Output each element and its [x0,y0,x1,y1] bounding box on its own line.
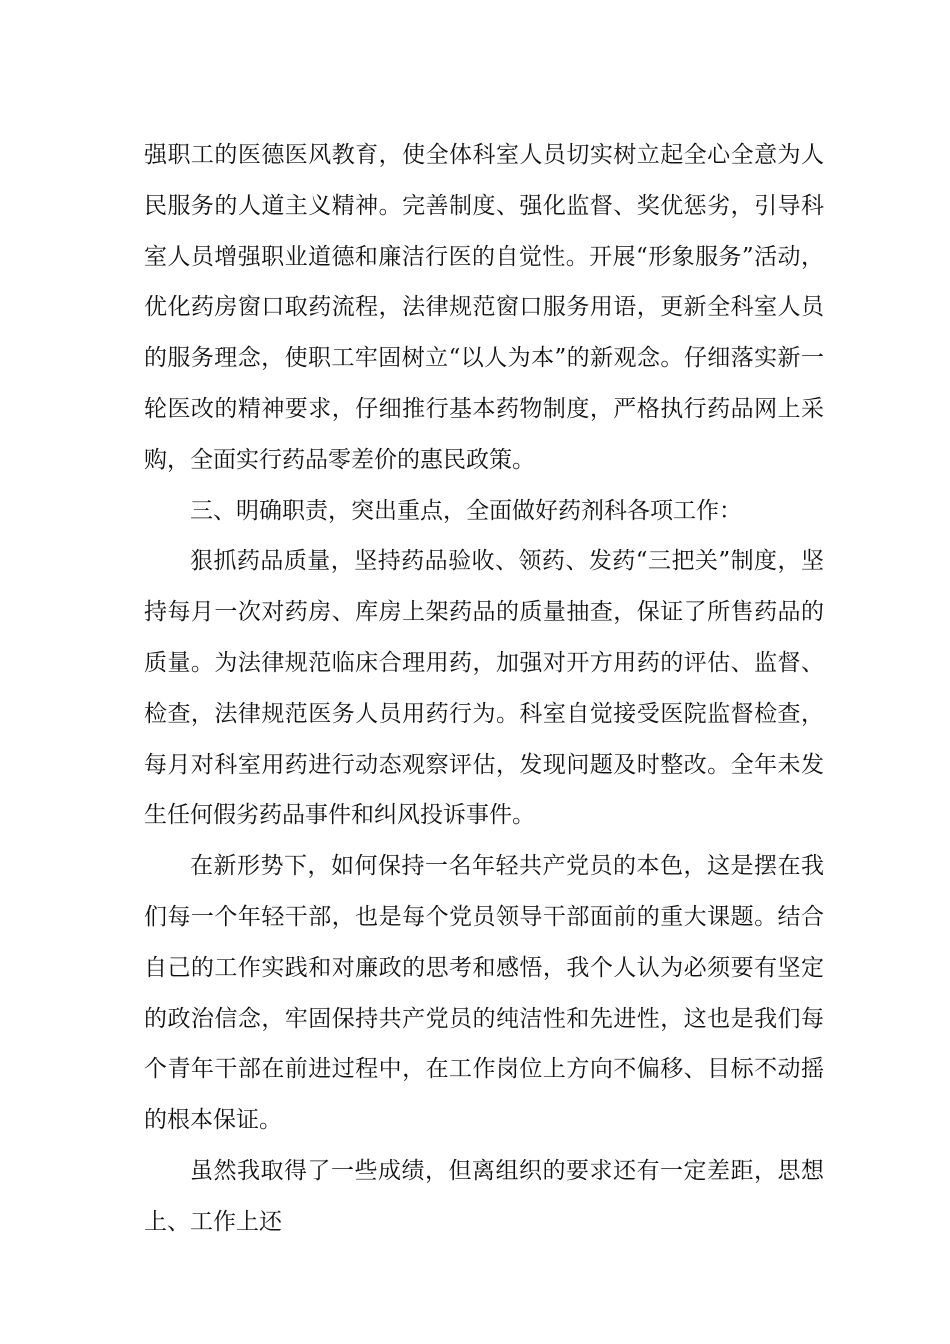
document-body [144,130,824,1248]
paragraph-drug-quality: 狠抓药品质量，坚持药品验收、领药、发药“三把关”制度，坚持每月一次对药房、库房上架药品的质量抽查，保证了所售药品的质量。为法律规范临床合理用药，加强对开方用药的评估、监督、检查，法律规范医务人员用药行为。科室自觉接受医院监督检查，每月对科室用药进行动态观察评估，发现问题及时整改。全年未发生任何假劣药品事件和纠风投诉事件。 [144,548,824,829]
paragraph-shortcomings: 虽然我取得了一些成绩，但离组织的要求还有一定差距，思想上、工作上还 [144,1157,824,1235]
paragraph-party-member: 在新形势下，如何保持一名年轻共产党员的本色，这是摆在我们每一个年轻干部，也是每个党员领导干部面前的重大课题。结合自己的工作实践和对廉政的思考和感悟，我个人认为必须要有坚定的政治信念，牢固保持共产党员的纯洁性和先进性，这也是我们每个青年干部在前进过程中，在工作岗位上方向不偏移、目标不动摇的根本保证。 [144,853,824,1134]
section-heading-three: 三、明确职责，突出重点，全面做好药剂科各项工作： [190,497,742,524]
paragraph-medical-ethics: 强职工的医德医风教育，使全体科室人员切实树立起全心全意为人民服务的人道主义精神。完善制度、强化监督、奖优惩劣，引导科室人员增强职业道德和廉洁行医的自觉性。开展“形象服务”活动，优化药房窗口取药流程，法律规范窗口服务用语，更新全科室人员的服务理念，使职工牢固树立“以人为本”的新观念。仔细落实新一轮医改的精神要求，仔细推行基本药物制度，严格执行药品网上采购，全面实行药品零差价的惠民政策。 [144,142,824,473]
